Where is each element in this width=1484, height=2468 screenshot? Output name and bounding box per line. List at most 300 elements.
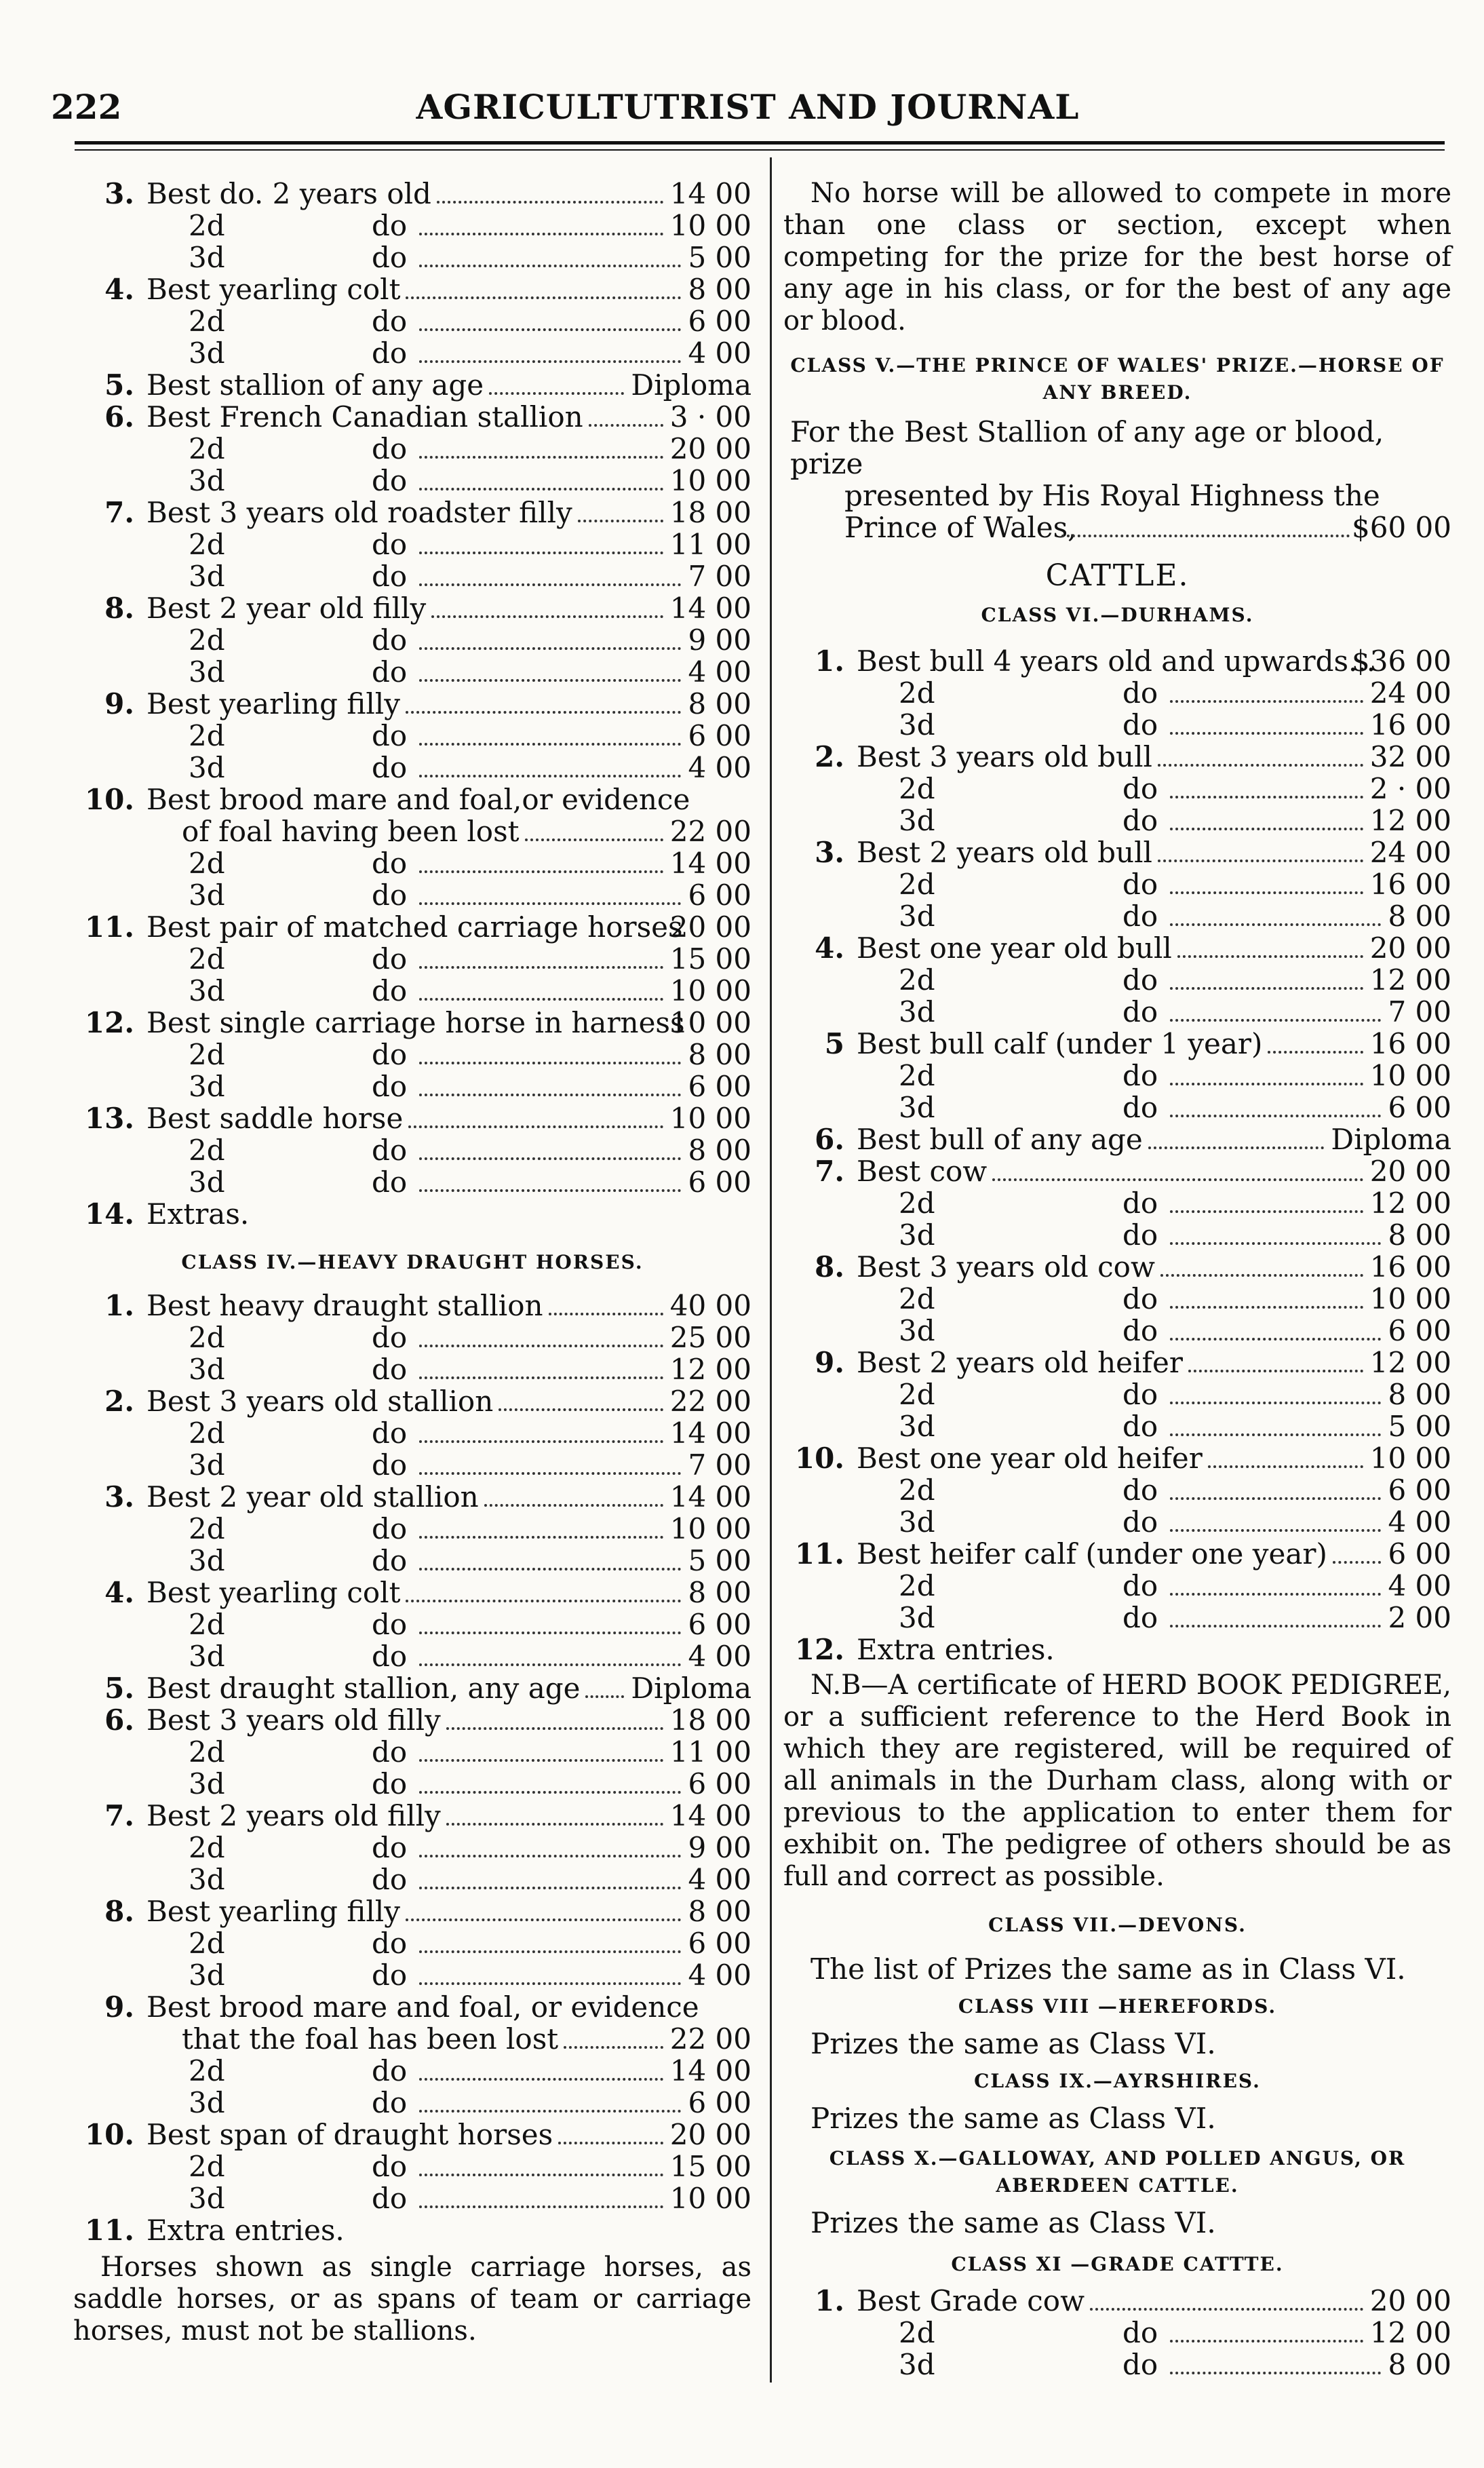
prize-description: Extras. (147, 1197, 250, 1231)
prize-number: 7. (104, 1799, 134, 1832)
class-v-prize (783, 416, 1451, 543)
ditto-mark: do (372, 2182, 408, 2215)
dot-leader (1170, 1019, 1381, 1022)
class-v-amount: $60 00 (1352, 511, 1451, 544)
prize-amount: 20 00 (669, 2118, 751, 2151)
prize-amount: 22 00 (669, 815, 751, 848)
dot-leader (1170, 1306, 1363, 1309)
ditto-mark: do (372, 719, 408, 752)
prize-row (73, 2151, 751, 2182)
ditto-mark: do (372, 1544, 408, 1577)
dot-leader (419, 743, 681, 746)
prize-row (783, 1347, 1451, 1378)
ditto-mark: do (372, 974, 408, 1007)
ditto-mark: do (372, 942, 408, 976)
prize-number: 1. (104, 1289, 134, 1322)
dot-leader (419, 1632, 681, 1634)
prize-amount: 10 00 (1369, 1282, 1451, 1315)
prize-amount: 16 00 (1369, 868, 1451, 901)
dot-leader (419, 1062, 681, 1064)
prize-description: 3d (189, 751, 225, 784)
ditto-mark: do (1122, 963, 1158, 997)
ditto-mark: do (372, 1767, 408, 1800)
class-vii-text: The list of Prizes the same as in Class VI. (811, 1952, 1406, 1986)
prize-description: 2d (899, 1059, 935, 1092)
prize-number: 3. (104, 1480, 134, 1513)
prize-amount: 8 00 (688, 1895, 751, 1928)
dot-leader (1170, 1625, 1381, 1627)
ditto-mark: do (372, 2150, 408, 2183)
prize-description: 3d (899, 1218, 935, 1252)
ditto-mark: do (372, 1353, 408, 1386)
prize-number: 9. (815, 1346, 844, 1379)
ditto-mark: do (1122, 1505, 1158, 1539)
class-vii-heading: CLASS VII.—DEVONS. (988, 1914, 1247, 1936)
prize-row (783, 1060, 1451, 1092)
prize-number: 5. (104, 368, 134, 402)
prize-row (73, 497, 751, 528)
ditto-mark: do (1122, 1282, 1158, 1315)
prize-description: 2d (189, 432, 225, 465)
dot-leader (589, 424, 663, 427)
prize-amount: 40 00 (669, 1289, 751, 1322)
prize-description: Best Grade cow (857, 2284, 1085, 2317)
prize-description: Extra entries. (857, 1633, 1055, 1666)
prize-row (73, 815, 751, 847)
prize-amount: 22 00 (669, 1385, 751, 1418)
prize-amount: 10 00 (1369, 1442, 1451, 1475)
dot-leader (1148, 1146, 1324, 1149)
dot-leader (446, 1823, 663, 1826)
dot-leader (446, 1727, 663, 1730)
prize-description: 3d (899, 1410, 935, 1443)
dot-leader (419, 233, 663, 235)
prize-amount: 4 00 (688, 336, 751, 370)
ditto-mark: do (372, 209, 408, 242)
prize-row (73, 975, 751, 1007)
prize-row (73, 688, 751, 720)
competition-rule-paragraph: No horse will be allowed to compete in more than one class or section, except when competing for the prize for the best horse of any age in his class, or for the best of any age or blood. (783, 178, 1451, 336)
ditto-mark: do (372, 2054, 408, 2087)
ditto-mark: do (1122, 676, 1158, 710)
prize-description: 2d (189, 1416, 225, 1450)
dot-leader (419, 775, 681, 777)
dot-leader (406, 1919, 681, 1921)
prize-row (73, 1102, 751, 1134)
prize-description: Best yearling colt (147, 273, 401, 306)
prize-amount: 14 00 (669, 1799, 751, 1832)
dot-leader (419, 1855, 681, 1857)
prize-number: 9. (104, 1990, 134, 2024)
prize-row (783, 1315, 1451, 1347)
dot-leader (419, 1950, 681, 1953)
dot-leader (406, 296, 681, 299)
prize-description: 3d (189, 655, 225, 689)
ditto-mark: do (1122, 995, 1158, 1028)
prize-amount: 8 00 (688, 1576, 751, 1609)
prize-row (783, 677, 1451, 709)
prize-amount: 12 00 (1369, 804, 1451, 837)
prize-row (783, 1474, 1451, 1506)
prize-row (73, 1481, 751, 1513)
prize-row (783, 1570, 1451, 1602)
ditto-mark: do (372, 464, 408, 497)
prize-amount: 6 00 (688, 1165, 751, 1199)
prize-amount: 10 00 (669, 209, 751, 242)
prize-description: 3d (189, 1070, 225, 1103)
prize-row (73, 2214, 751, 2246)
prize-row (73, 1198, 751, 1230)
prize-description: Best draught stallion, any age (147, 1672, 581, 1705)
prize-number: 8. (104, 1895, 134, 1928)
dot-leader (525, 838, 663, 841)
prize-amount: 8 00 (1388, 900, 1451, 933)
prize-row (73, 752, 751, 784)
prize-number: 1. (815, 2284, 844, 2317)
dot-leader (406, 1600, 681, 1602)
prize-description: that the foal has been lost (182, 2022, 559, 2056)
prize-row (73, 592, 751, 624)
prize-description: 3d (189, 879, 225, 912)
prize-row (783, 1092, 1451, 1123)
class-xi-prize-list (783, 2285, 1451, 2380)
prize-number: 4. (104, 273, 134, 306)
prize-amount: 16 00 (1369, 708, 1451, 741)
dot-leader (419, 2110, 681, 2113)
prize-amount: 4 00 (688, 1959, 751, 1992)
prize-row (73, 1071, 751, 1102)
dot-leader (419, 360, 681, 363)
prize-row (783, 1602, 1451, 1634)
prize-row (73, 2119, 751, 2151)
prize-row (73, 847, 751, 879)
prize-row (73, 401, 751, 433)
prize-row (783, 805, 1451, 836)
prize-number: 9. (104, 687, 134, 720)
prize-amount: 6 00 (688, 305, 751, 338)
prize-description: Best heavy draught stallion (147, 1289, 543, 1322)
dot-leader (419, 1982, 681, 1985)
prize-amount: 2 · 00 (1369, 772, 1451, 805)
ditto-mark: do (372, 1070, 408, 1103)
prize-row (73, 943, 751, 975)
prize-row (783, 932, 1451, 964)
horses-footnote: Horses shown as single carriage horses, as saddle horses, or as spans of team or carriage horses, must not be stallions. (73, 2252, 751, 2347)
prize-number: 7. (104, 496, 134, 529)
prize-row (73, 1608, 751, 1640)
dot-leader (1170, 891, 1363, 894)
prize-amount: 4 00 (1388, 1505, 1451, 1539)
dot-leader (585, 1695, 624, 1698)
dot-leader (408, 1125, 663, 1128)
prize-amount: 14 00 (669, 177, 751, 210)
header-rule-thin (75, 149, 1445, 151)
prize-amount: 14 00 (669, 1480, 751, 1513)
prize-description: 3d (899, 708, 935, 741)
prize-row (73, 1134, 751, 1166)
ditto-mark: do (372, 655, 408, 689)
prize-row (73, 1577, 751, 1608)
prize-number: 1. (815, 644, 844, 678)
ditto-mark: do (372, 2086, 408, 2119)
prize-row (783, 900, 1451, 932)
prize-amount: 12 00 (669, 1353, 751, 1386)
prize-row (73, 911, 751, 943)
dot-leader (419, 583, 681, 586)
dot-leader (1170, 1497, 1381, 1500)
prize-amount: 9 00 (688, 623, 751, 657)
prize-description: Best do. 2 years old (147, 177, 431, 210)
ditto-mark: do (1122, 1059, 1158, 1092)
ditto-mark: do (372, 1321, 408, 1354)
prize-row (73, 2087, 751, 2119)
prize-number: 10. (794, 1442, 844, 1475)
ditto-mark: do (372, 432, 408, 465)
prize-description: 3d (899, 900, 935, 933)
prize-description: 3d (189, 1165, 225, 1199)
prize-description: Best brood mare and foal, or evidence (147, 1990, 699, 2024)
dot-leader (1170, 2340, 1363, 2342)
ditto-mark: do (1122, 708, 1158, 741)
prize-description: 2d (899, 868, 935, 901)
column-divider (770, 157, 772, 2383)
dot-leader (419, 966, 663, 969)
prize-description: Best brood mare and foal,or evidence (147, 783, 690, 816)
prize-description: 2d (189, 1608, 225, 1641)
prize-row (73, 242, 751, 273)
prize-number: 8. (104, 592, 134, 625)
prize-amount: 5 00 (1388, 1410, 1451, 1443)
prize-row (73, 305, 751, 337)
left-column (73, 178, 751, 2347)
prize-row (783, 2317, 1451, 2349)
prize-description: 3d (899, 995, 935, 1028)
ditto-mark: do (1122, 1378, 1158, 1411)
class-viii-heading: CLASS VIII —HEREFORDS. (958, 1995, 1277, 2018)
prize-amount: 12 00 (1369, 963, 1451, 997)
prize-row (73, 1927, 751, 1959)
prize-row (73, 2182, 751, 2214)
prize-row (783, 964, 1451, 996)
prize-row (783, 1187, 1451, 1219)
page-number: 222 (51, 87, 122, 127)
prize-row (783, 1028, 1451, 1060)
dot-leader (499, 1408, 663, 1411)
dot-leader (1160, 1274, 1363, 1277)
dot-leader (549, 1313, 663, 1315)
prize-row (73, 273, 751, 305)
prize-row (783, 1283, 1451, 1315)
prize-description: Extra entries. (147, 2214, 345, 2247)
prize-description: Best saddle horse (147, 1102, 404, 1135)
class-iv-prize-list (73, 1290, 751, 2246)
dot-leader (1170, 987, 1363, 990)
prize-row (73, 1864, 751, 1895)
prize-row (783, 1123, 1451, 1155)
ditto-mark: do (1122, 804, 1158, 837)
prize-description: Best 3 years old cow (857, 1250, 1155, 1284)
prize-row (783, 1410, 1451, 1442)
ditto-mark: do (372, 1640, 408, 1673)
prize-number: 6. (104, 400, 134, 433)
dot-leader (419, 1189, 681, 1192)
prize-description: 2d (189, 1321, 225, 1354)
prize-description: Best one year old bull (857, 931, 1172, 965)
dot-leader (419, 1376, 663, 1379)
prize-number: 6. (104, 1703, 134, 1737)
prize-amount: 6 00 (1388, 1091, 1451, 1124)
prize-description: 3d (189, 336, 225, 370)
prize-description: 3d (899, 2348, 935, 2381)
prize-number: 11. (84, 910, 134, 944)
class-v-line-3 (783, 512, 1451, 543)
right-column (783, 178, 1451, 2380)
prize-description: 3d (899, 804, 935, 837)
class-x-heading: CLASS X.—GALLOWAY, AND POLLED ANGUS, OR ABERDEEN CATTLE. (829, 2147, 1406, 2197)
prize-row (73, 1449, 751, 1481)
prize-amount: Diploma (631, 1672, 751, 1705)
prize-row (73, 1768, 751, 1800)
prize-amount: 10 00 (669, 1102, 751, 1135)
prize-description: of foal having been lost (182, 815, 520, 848)
prize-row (73, 1290, 751, 1322)
prize-row (73, 465, 751, 497)
prize-row (73, 879, 751, 911)
prize-amount: 4 00 (688, 1863, 751, 1896)
prize-description: 2d (899, 1282, 935, 1315)
ditto-mark: do (372, 1416, 408, 1450)
dot-leader (419, 2174, 663, 2176)
prize-description: 3d (189, 2086, 225, 2119)
prize-number: 10. (84, 2118, 134, 2151)
prize-description: 2d (899, 963, 935, 997)
prize-number: 12. (84, 1006, 134, 1039)
prize-row (73, 528, 751, 560)
prize-number: 3. (815, 836, 844, 869)
dot-leader (419, 1887, 681, 1889)
prize-amount: 3 · 00 (669, 400, 751, 433)
prize-number: 13. (84, 1102, 134, 1135)
prize-row (73, 210, 751, 242)
prize-number: 11. (794, 1537, 844, 1570)
prize-row (73, 1513, 751, 1545)
prize-amount: 20 00 (669, 910, 751, 944)
page-header (51, 81, 1445, 136)
prize-amount: 5 00 (688, 1544, 751, 1577)
dot-leader (1188, 1370, 1363, 1372)
prize-description: 2d (189, 305, 225, 338)
class-v-heading: CLASS V.—THE PRINCE OF WALES' PRIZE.—HORSE OF ANY BREED. (790, 354, 1445, 404)
prize-row (73, 656, 751, 688)
prize-amount: 10 00 (669, 1512, 751, 1545)
dot-leader (419, 1568, 681, 1570)
prize-amount: 6 00 (688, 1608, 751, 1641)
prize-row (73, 369, 751, 401)
dot-leader (419, 1157, 681, 1160)
prize-number: 2. (815, 740, 844, 773)
dot-leader (1170, 1083, 1363, 1085)
prize-amount: 16 00 (1369, 1027, 1451, 1060)
prize-amount: 6 00 (1388, 1537, 1451, 1570)
dot-leader (1090, 2308, 1363, 2311)
prize-description: 3d (189, 1767, 225, 1800)
prize-description: Best 3 years old filly (147, 1703, 441, 1737)
prize-amount: 11 00 (669, 528, 751, 561)
prize-row (73, 1736, 751, 1768)
prize-description: Best 2 years old filly (147, 1799, 441, 1832)
ditto-mark: do (372, 847, 408, 880)
prize-description: 3d (189, 1448, 225, 1482)
prize-row (73, 1640, 751, 1672)
prize-amount: 22 00 (669, 2022, 751, 2056)
dot-leader (1170, 1115, 1381, 1117)
dot-leader (1170, 1242, 1381, 1245)
prize-row (73, 720, 751, 752)
prize-number: 10. (84, 783, 134, 816)
ditto-mark: do (372, 1831, 408, 1864)
prize-description: 2d (189, 942, 225, 976)
prize-amount: 25 00 (669, 1321, 751, 1354)
prize-row (73, 1800, 751, 1832)
prize-description: Best yearling filly (147, 1895, 400, 1928)
prize-description: 2d (189, 2054, 225, 2087)
prize-row (73, 1895, 751, 1927)
dot-leader (419, 1663, 681, 1666)
ditto-mark: do (372, 1038, 408, 1071)
prize-row (73, 1545, 751, 1577)
prize-description: 2d (899, 1473, 935, 1507)
class-x-text: Prizes the same as Class VI. (811, 2206, 1216, 2239)
dot-leader (419, 1440, 663, 1443)
prize-row (783, 836, 1451, 868)
prize-amount: $36 00 (1352, 644, 1451, 678)
dot-leader (419, 870, 663, 873)
ditto-mark: do (372, 879, 408, 912)
prize-description: 2d (189, 2150, 225, 2183)
prize-description: Best 2 years old bull (857, 836, 1152, 869)
ditto-mark: do (1122, 868, 1158, 901)
prize-amount: 10 00 (669, 464, 751, 497)
prize-row (73, 1959, 751, 1991)
prize-description: 3d (189, 1863, 225, 1896)
dot-leader (419, 552, 663, 554)
prize-description: 2d (189, 1831, 225, 1864)
dot-leader (1170, 1593, 1381, 1596)
prize-amount: 15 00 (669, 2150, 751, 2183)
prize-description: 2d (189, 1512, 225, 1545)
prize-description: 3d (189, 974, 225, 1007)
dot-leader (1170, 828, 1363, 830)
prize-amount: 8 00 (688, 273, 751, 306)
ditto-mark: do (372, 305, 408, 338)
prize-row (73, 1039, 751, 1071)
ditto-mark: do (372, 1863, 408, 1896)
ditto-mark: do (1122, 1601, 1158, 1634)
prize-amount: 14 00 (669, 2054, 751, 2087)
prize-amount: 6 00 (688, 1070, 751, 1103)
prize-amount: 4 00 (688, 751, 751, 784)
prize-row (73, 1704, 751, 1736)
ditto-mark: do (372, 241, 408, 274)
prize-amount: 6 00 (688, 1927, 751, 1960)
prize-row (783, 868, 1451, 900)
ditto-mark: do (372, 623, 408, 657)
ditto-mark: do (372, 1735, 408, 1769)
dot-leader (1170, 1338, 1381, 1341)
prize-amount: 24 00 (1369, 676, 1451, 710)
prize-amount: Diploma (1331, 1123, 1451, 1156)
ditto-mark: do (1122, 772, 1158, 805)
